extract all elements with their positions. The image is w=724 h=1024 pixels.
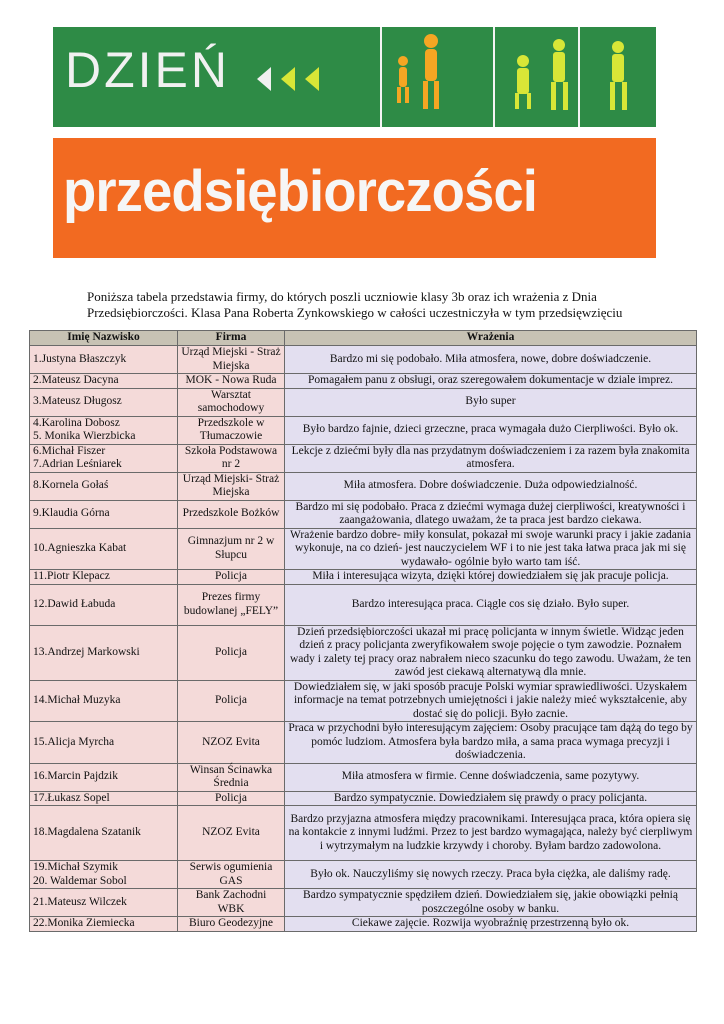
- cell-name: 2.Mateusz Dacyna: [30, 374, 178, 389]
- table-row: [30, 444, 697, 472]
- cell-name: 22.Monika Ziemiecka: [30, 917, 178, 932]
- cell-impression: Dowiedziałem się, w jaki sposób pracuje Polski wymiar sprawiedliwości. Uzyskałem informacje na temat potrzebnych umiejętności i jakie należy mieć wykształcenie, aby dostać się do policji. Było zacnie.: [285, 680, 697, 722]
- intro-paragraph: Poniższa tabela przedstawia firmy, do których poszli uczniowie klasy 3b oraz ich wrażenia z Dnia Przedsiębiorczości. Klasa Pana Roberta Zynkowskiego w całości uczestniczyła w tym przedsięwzięciu: [87, 289, 623, 320]
- banner-title-line2: przedsiębiorczości: [63, 159, 537, 224]
- cell-company: Urząd Miejski- Straż Miejska: [178, 472, 285, 500]
- cell-name-1: 6.Michał Fiszer: [33, 444, 106, 457]
- table-row: [30, 346, 697, 374]
- header-company: Firma: [178, 331, 285, 346]
- cell-company: Serwis ogumienia GAS: [178, 861, 285, 889]
- walking-people-icon: [383, 27, 656, 127]
- cell-name: 9.Klaudia Górna: [30, 500, 178, 528]
- header-impressions: Wrażenia: [285, 331, 697, 346]
- cell-company: Warsztat samochodowy: [178, 388, 285, 416]
- cell-name: 11.Piotr Klepacz: [30, 570, 178, 585]
- cell-company: NZOZ Evita: [178, 722, 285, 764]
- cell-company: Prezes firmy budowlanej „FELY”: [178, 584, 285, 625]
- cell-impression: Lekcje z dziećmi były dla nas przydatnym doświadczeniem i za razem była znakomita atmosfera.: [285, 444, 697, 472]
- table-row: [30, 763, 697, 791]
- cell-impression: Było super: [285, 388, 697, 416]
- cell-impression: Bardzo interesująca praca. Ciągle cos się działo. Było super.: [285, 584, 697, 625]
- companies-table: [29, 330, 697, 932]
- cell-name-1: 19.Michał Szymik: [33, 861, 118, 873]
- cell-impression: Dzień przedsiębiorczości ukazał mi pracę policjanta w innym świetle. Widząc jeden dzień z pracy policjanta zweryfikowałem swoje pojęcie o tym zawodzie. Poznałem wady i zalety tej pracy oraz nabrałem nieco szacunku do tego zawodu. Uważam, że ten zawód jest ciekawą alternatywą dla mnie.: [285, 625, 697, 680]
- table-row: [30, 584, 697, 625]
- banner-top: [53, 27, 656, 127]
- table-row: [30, 625, 697, 680]
- cell-name: [30, 444, 178, 472]
- cell-impression: Praca w przychodni było interesującym zajęciem: Osoby pracujące tam dążą do tego by pomóc ludziom. Atmosfera była bardzo miła, a sama praca wymaga precyzji i doświadczenia.: [285, 722, 697, 764]
- cell-name: 18.Magdalena Szatanik: [30, 806, 178, 861]
- cell-impression: Bardzo mi się podobało. Miła atmosfera, nowe, dobre doświadczenie.: [285, 346, 697, 374]
- cell-company: Winsan Ścinawka Średnia: [178, 763, 285, 791]
- cell-company: Szkoła Podstawowa nr 2: [178, 444, 285, 472]
- cell-name-2: 20. Waldemar Sobol: [33, 874, 127, 887]
- table-row: [30, 917, 697, 932]
- cell-company: MOK - Nowa Ruda: [178, 374, 285, 389]
- table-header-row: [30, 331, 697, 346]
- table-row: [30, 570, 697, 585]
- cell-company: Policja: [178, 570, 285, 585]
- cell-impression: Miła atmosfera w firmie. Cenne doświadczenia, same pozytywy.: [285, 763, 697, 791]
- cell-impression: Bardzo sympatycznie spędziłem dzień. Dowiedziałem się, jakie obowiązki pełnią poszczególne osoby w banku.: [285, 889, 697, 917]
- table-row: [30, 388, 697, 416]
- cell-name: 12.Dawid Łabuda: [30, 584, 178, 625]
- cell-company: Przedszkole w Tłumaczowie: [178, 416, 285, 444]
- cell-name-2: 7.Adrian Leśniarek: [33, 458, 122, 470]
- cell-impression: Miła i interesująca wizyta, dzięki której dowiedziałem się jak pracuje policja.: [285, 570, 697, 585]
- table-row: [30, 722, 697, 764]
- cell-name: [30, 861, 178, 889]
- cell-name: 15.Alicja Myrcha: [30, 722, 178, 764]
- table-row: [30, 374, 697, 389]
- cell-impression: Wrażenie bardzo dobre- miły konsulat, pokazał mi swoje warunki pracy i jakie zadania wykonuje, na co dzień- jest nauczycielem WF i to nie jest taka łatwa praca jak mi się wydawało- ogólnie było warto tam iść.: [285, 528, 697, 570]
- cell-name: 21.Mateusz Wilczek: [30, 889, 178, 917]
- cell-name: 3.Mateusz Długosz: [30, 388, 178, 416]
- cell-company: Biuro Geodezyjne: [178, 917, 285, 932]
- banner-title-line1: DZIEŃ: [65, 42, 230, 98]
- cell-name: 13.Andrzej Markowski: [30, 625, 178, 680]
- cell-name: 16.Marcin Pajdzik: [30, 763, 178, 791]
- cell-impression: Pomagałem panu z obsługi, oraz szeregowałem dokumentacje w dziale imprez.: [285, 374, 697, 389]
- cell-impression: Miła atmosfera. Dobre doświadczenie. Duża odpowiedzialność.: [285, 472, 697, 500]
- cell-impression: Ciekawe zajęcie. Rozwija wyobraźnię przestrzenną było ok.: [285, 917, 697, 932]
- cell-name: 1.Justyna Błaszczyk: [30, 346, 178, 374]
- cell-impression: Było ok. Nauczyliśmy się nowych rzeczy. Praca była ciężka, ale daliśmy radę.: [285, 861, 697, 889]
- cell-name-1: 4.Karolina Dobosz: [33, 416, 120, 429]
- cell-name-2: 5. Monika Wierzbicka: [33, 430, 136, 442]
- cell-impression: Bardzo sympatycznie. Dowiedziałem się prawdy o pracy policjanta.: [285, 791, 697, 806]
- cell-company: Policja: [178, 680, 285, 722]
- cell-impression: Bardzo mi się podobało. Praca z dziećmi wymaga dużej cierpliwości, kreatywności i zaangażowania, dlatego uważam, że ta praca jest bardzo ciekawa.: [285, 500, 697, 528]
- table-row: [30, 416, 697, 444]
- table-row: [30, 472, 697, 500]
- cell-company: Przedszkole Bożków: [178, 500, 285, 528]
- cell-name: 17.Łukasz Sopel: [30, 791, 178, 806]
- table-row: [30, 528, 697, 570]
- table-row: [30, 680, 697, 722]
- cell-company: Policja: [178, 625, 285, 680]
- cell-company: Urząd Miejski - Straż Miejska: [178, 346, 285, 374]
- cell-company: NZOZ Evita: [178, 806, 285, 861]
- cell-company: Bank Zachodni WBK: [178, 889, 285, 917]
- cell-company: Gimnazjum nr 2 w Słupcu: [178, 528, 285, 570]
- header-name: Imię Nazwisko: [30, 331, 178, 346]
- table-row: [30, 889, 697, 917]
- cell-name: 8.Kornela Gołaś: [30, 472, 178, 500]
- table-row: [30, 500, 697, 528]
- cell-name: [30, 416, 178, 444]
- table-row: [30, 861, 697, 889]
- arrows-icon: [257, 59, 337, 99]
- table-row: [30, 791, 697, 806]
- panel-divider: [380, 27, 382, 127]
- cell-name: 14.Michał Muzyka: [30, 680, 178, 722]
- cell-impression: Było bardzo fajnie, dzieci grzeczne, praca wymagała dużo Cierpliwości. Było ok.: [285, 416, 697, 444]
- cell-impression: Bardzo przyjazna atmosfera między pracownikami. Interesująca praca, która opiera się na kontakcie z innymi ludźmi. Przez to jest bardzo wymagająca, należy być cierpliwym i wytrzymałym na ludzkie krzywdy i choroby. Byłam bardzo zadowolona.: [285, 806, 697, 861]
- cell-name: 10.Agnieszka Kabat: [30, 528, 178, 570]
- table-row: [30, 806, 697, 861]
- cell-company: Policja: [178, 791, 285, 806]
- banner-bottom: [53, 138, 656, 258]
